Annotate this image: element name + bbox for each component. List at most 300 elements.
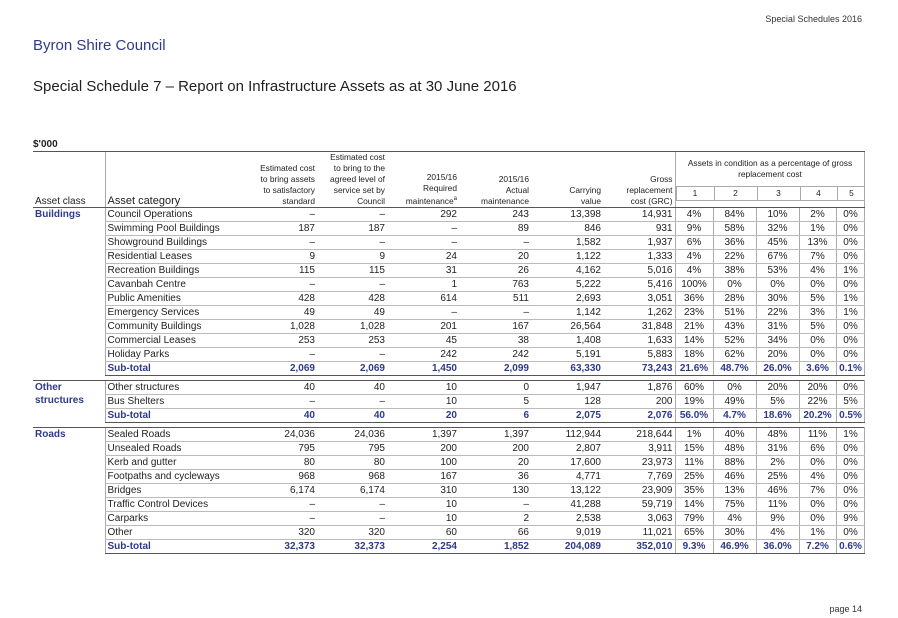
value-cell: 1%	[799, 526, 836, 540]
value-cell: 0%	[836, 484, 865, 498]
value-cell: 4%	[675, 250, 713, 264]
value-cell: 4%	[675, 264, 713, 278]
value-cell: 428	[237, 292, 317, 306]
value-cell: 2,538	[531, 512, 603, 526]
header-line: value	[580, 196, 601, 206]
value-cell: 60	[387, 526, 459, 540]
value-cell: –	[237, 348, 317, 362]
col-asset-category: Asset category	[105, 152, 237, 208]
value-cell: 9%	[756, 512, 799, 526]
subtotal-value: 46.9%	[713, 540, 756, 554]
value-cell: 242	[387, 348, 459, 362]
value-cell: 23,973	[603, 456, 675, 470]
value-cell: 0%	[836, 348, 865, 362]
value-cell: 0%	[836, 236, 865, 250]
value-cell: 80	[237, 456, 317, 470]
value-cell: 43%	[713, 320, 756, 334]
value-cell: 310	[387, 484, 459, 498]
asset-category-cell: Bus Shelters	[105, 395, 237, 409]
asset-category-cell: Cavanbah Centre	[105, 278, 237, 292]
col-carrying-value	[531, 152, 603, 208]
value-cell: 4%	[799, 264, 836, 278]
table-row	[33, 428, 865, 442]
value-cell: 3,051	[603, 292, 675, 306]
value-cell: 34%	[756, 334, 799, 348]
value-cell: 0%	[713, 278, 756, 292]
value-cell: 112,944	[531, 428, 603, 442]
value-cell: 614	[387, 292, 459, 306]
value-cell: 20%	[799, 381, 836, 395]
col-condition-group	[675, 152, 865, 208]
value-cell: –	[317, 348, 387, 362]
value-cell: 218,644	[603, 428, 675, 442]
value-cell: 1,937	[603, 236, 675, 250]
value-cell: 5	[459, 395, 531, 409]
value-cell: –	[387, 236, 459, 250]
value-cell: 14%	[675, 498, 713, 512]
value-cell: 0%	[836, 456, 865, 470]
col-actual-maintenance	[459, 152, 531, 208]
table-row	[33, 381, 865, 395]
value-cell: 5,016	[603, 264, 675, 278]
col-est-cost-standard	[237, 152, 317, 208]
value-cell: 0%	[836, 334, 865, 348]
value-cell: 28%	[713, 292, 756, 306]
table-row	[33, 442, 865, 456]
value-cell: 88%	[713, 456, 756, 470]
value-cell: 52%	[713, 334, 756, 348]
value-cell: 11%	[799, 428, 836, 442]
header-line: to bring assets	[260, 174, 315, 184]
asset-category-cell: Footpaths and cycleways	[105, 470, 237, 484]
subtotal-value: 0.6%	[836, 540, 865, 554]
value-cell: 20%	[756, 348, 799, 362]
value-cell: 66	[459, 526, 531, 540]
subtotal-value: 2,076	[603, 409, 675, 423]
value-cell: 10%	[756, 208, 799, 222]
subtotal-value: 32,373	[237, 540, 317, 554]
subtotal-value: 352,010	[603, 540, 675, 554]
table-row	[33, 264, 865, 278]
value-cell: 167	[459, 320, 531, 334]
value-cell: 115	[317, 264, 387, 278]
table-row	[33, 278, 865, 292]
value-cell: 31	[387, 264, 459, 278]
condition-subheader	[676, 186, 865, 201]
header-line: Council	[357, 196, 385, 206]
value-cell: 22%	[799, 395, 836, 409]
value-cell: 242	[459, 348, 531, 362]
subtotal-value: 48.7%	[713, 362, 756, 376]
subtotal-value: 20.2%	[799, 409, 836, 423]
value-cell: 0%	[836, 442, 865, 456]
value-cell: 79%	[675, 512, 713, 526]
value-cell: 15%	[675, 442, 713, 456]
value-cell: 11%	[675, 456, 713, 470]
subtotal-value: 40	[317, 409, 387, 423]
value-cell: 846	[531, 222, 603, 236]
value-cell: 9,019	[531, 526, 603, 540]
value-cell: 320	[237, 526, 317, 540]
value-cell: –	[459, 236, 531, 250]
condition-header: Assets in condition as a percentage of gross replacement cost	[687, 158, 853, 179]
value-cell: 4%	[675, 208, 713, 222]
units-label: $'000	[33, 139, 58, 150]
value-cell: 1,876	[603, 381, 675, 395]
value-cell: 35%	[675, 484, 713, 498]
table-row	[33, 484, 865, 498]
table-row	[33, 236, 865, 250]
asset-category-cell: Council Operations	[105, 208, 237, 222]
council-name: Byron Shire Council	[33, 37, 166, 54]
value-cell: 26,564	[531, 320, 603, 334]
value-cell: 0%	[836, 222, 865, 236]
page-header-label: Special Schedules 2016	[765, 14, 862, 24]
value-cell: 20%	[756, 381, 799, 395]
table-row	[33, 292, 865, 306]
asset-category-cell: Community Buildings	[105, 320, 237, 334]
value-cell: 17,600	[531, 456, 603, 470]
asset-category-cell: Residential Leases	[105, 250, 237, 264]
value-cell: 10	[387, 381, 459, 395]
subtotal-value: 2,099	[459, 362, 531, 376]
table-row	[33, 498, 865, 512]
value-cell: 1	[387, 278, 459, 292]
header-line: Required	[423, 183, 457, 194]
value-cell: 80	[317, 456, 387, 470]
value-cell: 40%	[713, 428, 756, 442]
value-cell: 968	[317, 470, 387, 484]
asset-category-cell: Unsealed Roads	[105, 442, 237, 456]
value-cell: 100%	[675, 278, 713, 292]
value-cell: 0%	[799, 498, 836, 512]
value-cell: 1,333	[603, 250, 675, 264]
header-line: 2015/16	[426, 172, 457, 183]
value-cell: 968	[237, 470, 317, 484]
value-cell: 9%	[836, 512, 865, 526]
value-cell: 4%	[756, 526, 799, 540]
value-cell: –	[237, 278, 317, 292]
asset-category-cell: Other	[105, 526, 237, 540]
value-cell: 0%	[836, 320, 865, 334]
value-cell: 0%	[836, 470, 865, 484]
value-cell: 23,909	[603, 484, 675, 498]
table-row	[33, 348, 865, 362]
asset-class-label	[33, 381, 105, 423]
value-cell: 200	[387, 442, 459, 456]
table-row	[33, 306, 865, 320]
page-title: Special Schedule 7 – Report on Infrastructure Assets as at 30 June 2016	[33, 78, 517, 95]
value-cell: 0%	[713, 381, 756, 395]
value-cell: 14,931	[603, 208, 675, 222]
value-cell: 6,174	[237, 484, 317, 498]
infrastructure-assets-table	[33, 152, 865, 554]
subtotal-value: 18.6%	[756, 409, 799, 423]
asset-category-cell: Recreation Buildings	[105, 264, 237, 278]
condition-col-4: 4	[800, 187, 837, 201]
value-cell: 67%	[756, 250, 799, 264]
value-cell: 5,883	[603, 348, 675, 362]
subtotal-label: Sub-total	[105, 362, 237, 376]
value-cell: 320	[317, 526, 387, 540]
value-cell: 795	[317, 442, 387, 456]
value-cell: 3,063	[603, 512, 675, 526]
asset-category-cell: Swimming Pool Buildings	[105, 222, 237, 236]
value-cell: 200	[459, 442, 531, 456]
asset-class-line: Roads	[35, 429, 66, 440]
value-cell: 20	[459, 456, 531, 470]
asset-class-line: Other	[35, 382, 62, 393]
value-cell: 51%	[713, 306, 756, 320]
condition-col-2: 2	[714, 187, 757, 201]
value-cell: 1,028	[317, 320, 387, 334]
subtotal-value: 2,254	[387, 540, 459, 554]
value-cell: 1,408	[531, 334, 603, 348]
value-cell: 0%	[836, 278, 865, 292]
value-cell: 40	[317, 381, 387, 395]
asset-category-cell: Carparks	[105, 512, 237, 526]
value-cell: 14%	[675, 334, 713, 348]
table-row	[33, 222, 865, 236]
value-cell: –	[387, 306, 459, 320]
value-cell: 931	[603, 222, 675, 236]
header-line: maintenance	[481, 196, 529, 206]
value-cell: 4%	[799, 470, 836, 484]
value-cell: 36%	[713, 236, 756, 250]
value-cell: 1%	[836, 428, 865, 442]
subtotal-row	[33, 409, 865, 423]
value-cell: 7,769	[603, 470, 675, 484]
subtotal-value: 0.5%	[836, 409, 865, 423]
subtotal-value: 1,450	[387, 362, 459, 376]
value-cell: 0%	[799, 456, 836, 470]
value-cell: 4,771	[531, 470, 603, 484]
asset-category-cell: Traffic Control Devices	[105, 498, 237, 512]
value-cell: 0%	[799, 334, 836, 348]
value-cell: 1,582	[531, 236, 603, 250]
value-cell: 36%	[675, 292, 713, 306]
subtotal-row	[33, 540, 865, 554]
subtotal-value: 2,069	[237, 362, 317, 376]
value-cell: 31%	[756, 442, 799, 456]
value-cell: 24,036	[237, 428, 317, 442]
value-cell: 1%	[675, 428, 713, 442]
col-gross-replacement-cost	[603, 152, 675, 208]
value-cell: 45	[387, 334, 459, 348]
value-cell: 6%	[675, 236, 713, 250]
subtotal-value: 0.1%	[836, 362, 865, 376]
asset-class-label	[33, 208, 105, 376]
value-cell: 4,162	[531, 264, 603, 278]
col-est-cost-agreed	[317, 152, 387, 208]
value-cell: 30%	[713, 526, 756, 540]
value-cell: 24	[387, 250, 459, 264]
value-cell: 13%	[713, 484, 756, 498]
value-cell: 2,807	[531, 442, 603, 456]
value-cell: 60%	[675, 381, 713, 395]
col-asset-class: Asset class	[33, 152, 105, 208]
value-cell: 3,911	[603, 442, 675, 456]
value-cell: –	[317, 208, 387, 222]
value-cell: 0%	[836, 381, 865, 395]
value-cell: 31%	[756, 320, 799, 334]
header-line: cost (GRC)	[630, 196, 673, 206]
value-cell: 6,174	[317, 484, 387, 498]
value-cell: 1,397	[387, 428, 459, 442]
value-cell: 201	[387, 320, 459, 334]
value-cell: 5,416	[603, 278, 675, 292]
value-cell: 795	[237, 442, 317, 456]
value-cell: 13%	[799, 236, 836, 250]
value-cell: 89	[459, 222, 531, 236]
asset-class-line: Buildings	[35, 209, 81, 220]
value-cell: 48%	[756, 428, 799, 442]
value-cell: 6%	[799, 442, 836, 456]
header-line: 2015/16	[498, 174, 529, 184]
value-cell: 22%	[713, 250, 756, 264]
asset-category-cell: Bridges	[105, 484, 237, 498]
value-cell: 10	[387, 512, 459, 526]
asset-category-cell: Commercial Leases	[105, 334, 237, 348]
subtotal-value: 56.0%	[675, 409, 713, 423]
value-cell: 7%	[799, 484, 836, 498]
subtotal-value: 40	[237, 409, 317, 423]
value-cell: 20	[459, 250, 531, 264]
header-line: replacement	[626, 185, 673, 195]
value-cell: 4%	[713, 512, 756, 526]
header-line: Estimated cost	[330, 152, 385, 162]
value-cell: 0%	[799, 512, 836, 526]
value-cell: 0%	[836, 498, 865, 512]
value-cell: –	[317, 236, 387, 250]
value-cell: 49	[317, 306, 387, 320]
value-cell: 13,122	[531, 484, 603, 498]
value-cell: 1,122	[531, 250, 603, 264]
subtotal-value: 2,069	[317, 362, 387, 376]
table-row	[33, 320, 865, 334]
value-cell: 46%	[756, 484, 799, 498]
value-cell: 9%	[675, 222, 713, 236]
value-cell: 1%	[836, 292, 865, 306]
value-cell: 115	[237, 264, 317, 278]
value-cell: –	[237, 395, 317, 409]
subtotal-value: 32,373	[317, 540, 387, 554]
subtotal-value: 9.3%	[675, 540, 713, 554]
subtotal-value: 2,075	[531, 409, 603, 423]
condition-col-1: 1	[676, 187, 714, 201]
header-line: service set by	[333, 185, 385, 195]
value-cell: 9	[317, 250, 387, 264]
value-cell: 2	[459, 512, 531, 526]
subtotal-value: 20	[387, 409, 459, 423]
value-cell: –	[237, 236, 317, 250]
asset-class-line: structures	[35, 395, 84, 406]
table-row	[33, 526, 865, 540]
subtotal-value: 4.7%	[713, 409, 756, 423]
value-cell: 59,719	[603, 498, 675, 512]
header-line: to bring to the	[333, 163, 385, 173]
header-line: agreed level of	[330, 174, 385, 184]
subtotal-value: 6	[459, 409, 531, 423]
value-cell: 21%	[675, 320, 713, 334]
value-cell: 23%	[675, 306, 713, 320]
value-cell: 187	[317, 222, 387, 236]
value-cell: 0%	[756, 278, 799, 292]
value-cell: 1,262	[603, 306, 675, 320]
subtotal-label: Sub-total	[105, 540, 237, 554]
subtotal-value: 7.2%	[799, 540, 836, 554]
subtotal-value: 204,089	[531, 540, 603, 554]
subtotal-value: 73,243	[603, 362, 675, 376]
value-cell: 2,693	[531, 292, 603, 306]
value-cell: 2%	[756, 456, 799, 470]
value-cell: 10	[387, 498, 459, 512]
header-line: Gross	[650, 174, 673, 184]
value-cell: 49	[237, 306, 317, 320]
value-cell: 0	[459, 381, 531, 395]
value-cell: 100	[387, 456, 459, 470]
asset-category-cell: Other structures	[105, 381, 237, 395]
value-cell: 25%	[675, 470, 713, 484]
value-cell: 24,036	[317, 428, 387, 442]
value-cell: –	[237, 498, 317, 512]
header-line: Carrying	[569, 185, 601, 195]
value-cell: 0%	[799, 278, 836, 292]
value-cell: 38	[459, 334, 531, 348]
value-cell: 1%	[836, 264, 865, 278]
value-cell: 18%	[675, 348, 713, 362]
value-cell: –	[317, 498, 387, 512]
value-cell: –	[387, 222, 459, 236]
asset-class-label	[33, 428, 105, 554]
value-cell: –	[237, 208, 317, 222]
header-line: standard	[282, 196, 315, 206]
value-cell: 26	[459, 264, 531, 278]
value-cell: 36	[459, 470, 531, 484]
subtotal-label: Sub-total	[105, 409, 237, 423]
value-cell: 1,397	[459, 428, 531, 442]
value-cell: 10	[387, 395, 459, 409]
table-row	[33, 334, 865, 348]
table-row	[33, 208, 865, 222]
subtotal-value: 63,330	[531, 362, 603, 376]
header-line: Actual	[505, 185, 529, 195]
value-cell: 5%	[799, 320, 836, 334]
asset-category-cell: Public Amenities	[105, 292, 237, 306]
table-header-row	[33, 152, 865, 208]
table-row	[33, 395, 865, 409]
value-cell: 53%	[756, 264, 799, 278]
value-cell: 11,021	[603, 526, 675, 540]
value-cell: 38%	[713, 264, 756, 278]
asset-category-cell: Sealed Roads	[105, 428, 237, 442]
value-cell: 19%	[675, 395, 713, 409]
value-cell: 128	[531, 395, 603, 409]
value-cell: 13,398	[531, 208, 603, 222]
table-row	[33, 470, 865, 484]
value-cell: 292	[387, 208, 459, 222]
value-cell: 25%	[756, 470, 799, 484]
header-line: Estimated cost	[260, 163, 315, 173]
value-cell: 5,191	[531, 348, 603, 362]
value-cell: 1,028	[237, 320, 317, 334]
condition-col-3: 3	[757, 187, 800, 201]
subtotal-value: 26.0%	[756, 362, 799, 376]
value-cell: 1,633	[603, 334, 675, 348]
value-cell: 2%	[799, 208, 836, 222]
value-cell: 41,288	[531, 498, 603, 512]
value-cell: 58%	[713, 222, 756, 236]
